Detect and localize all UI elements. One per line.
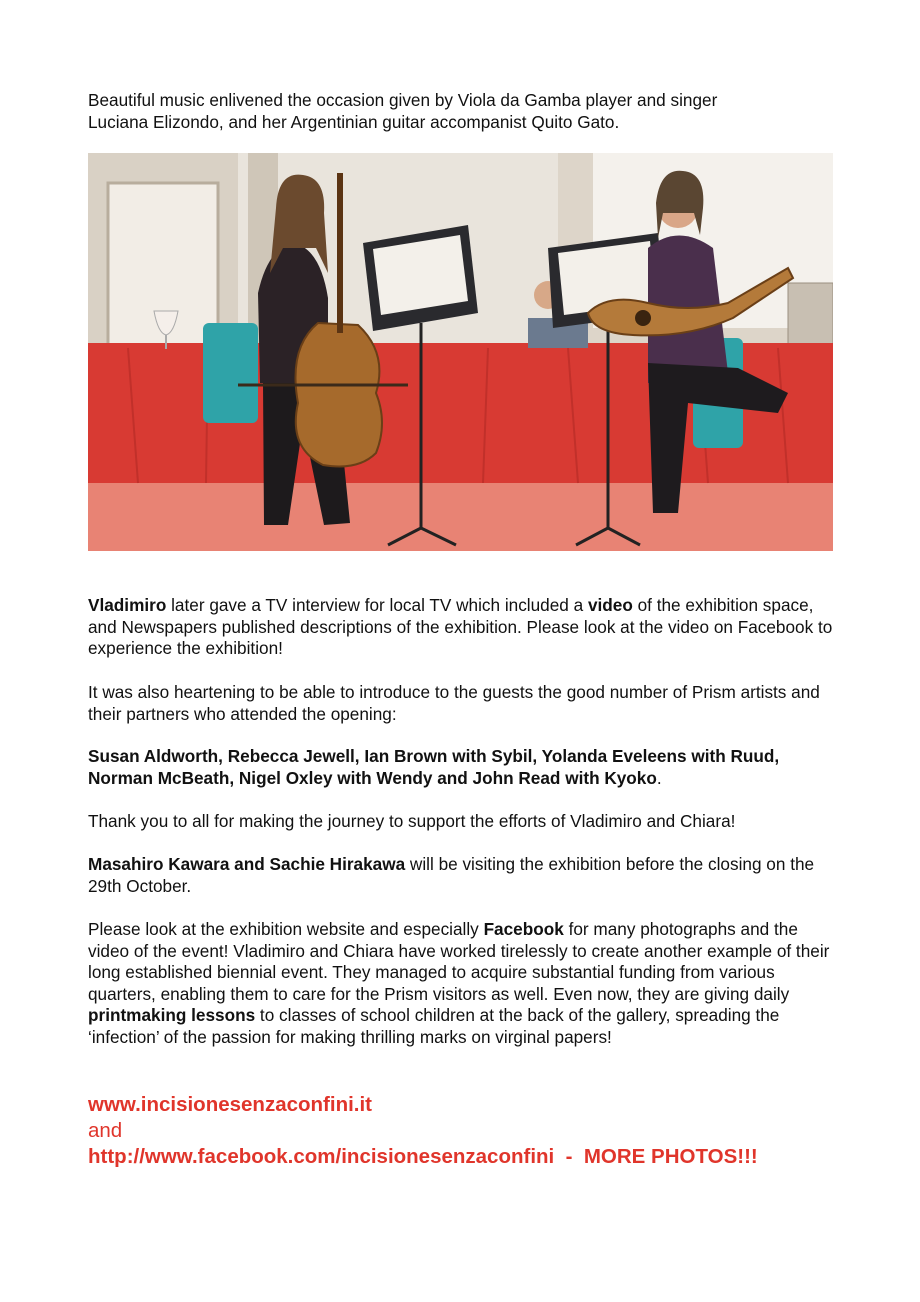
vladimiro-name: Vladimiro (88, 595, 167, 615)
website-text-3: to classes of school children at the back of the gallery, spreading the ‘infection’ of the passion for making thrilling marks on virginal papers! (88, 1005, 780, 1047)
tv-text-1: later gave a TV interview for local TV which included a (166, 595, 588, 615)
printmaking-lessons: printmaking lessons (88, 1005, 256, 1025)
website-link[interactable]: www.incisionesenzaconfini.it (88, 1093, 373, 1116)
artists-names: Susan Aldworth, Rebecca Jewell, Ian Brown with Sybil, Yolanda Eveleens with Ruud, Norman McBeath, Nigel Oxley with Wendy and John Read with Kyoko (88, 746, 780, 788)
intro-line-1: Beautiful music enlivened the occasion given by Viola da Gamba player and singer (88, 90, 718, 110)
thanks-paragraph: Thank you to all for making the journey to support the efforts of Vladimiro and Chiara! (88, 811, 736, 831)
visit-text: will be visiting the exhibition before the closing on the 29th October. (88, 854, 815, 896)
website-paragraph (88, 919, 833, 1048)
facebook-link-line (88, 1144, 848, 1170)
tv-text-2: of the exhibition space, and Newspapers published descriptions of the exhibition. Please look at the video on Facebook to experience the exhibition! (88, 595, 833, 658)
intro-line-2: Luciana Elizondo, and her Argentinian guitar accompanist Quito Gato. (88, 111, 620, 132)
visit-paragraph (88, 854, 833, 897)
artists-list-paragraph (88, 746, 833, 789)
concert-photo-illustration (88, 153, 833, 551)
artists-list-end: . (656, 767, 662, 788)
artists-intro-paragraph: It was also heartening to be able to introduce to the guests the good number of Prism artists and their partners who attended the opening: (88, 682, 820, 724)
and-text: and (88, 1119, 123, 1142)
visitor-names: Masahiro Kawara and Sachie Hirakawa (88, 854, 406, 874)
website-text-1: Please look at the exhibition website and especially (88, 919, 484, 939)
facebook-link[interactable]: http://www.facebook.com/incisionesenzaconfini (88, 1145, 555, 1168)
concert-photo (88, 153, 833, 551)
facebook-word: Facebook (483, 919, 564, 939)
video-word: video (587, 595, 633, 615)
link-separator: - (554, 1145, 584, 1168)
intro-paragraph (88, 90, 833, 133)
links-block (88, 1092, 848, 1170)
tv-interview-paragraph (88, 595, 833, 660)
more-photos-text: MORE PHOTOS!!! (583, 1145, 758, 1168)
website-text-2: for many photographs and the video of the event! Vladimiro and Chiara have worked tirelessly to create another example of their long established biennial event. They managed to acquire substantial funding from various quarters, enabling them to care for the Prism visitors as well. Even now, they are giving daily (88, 919, 830, 1004)
